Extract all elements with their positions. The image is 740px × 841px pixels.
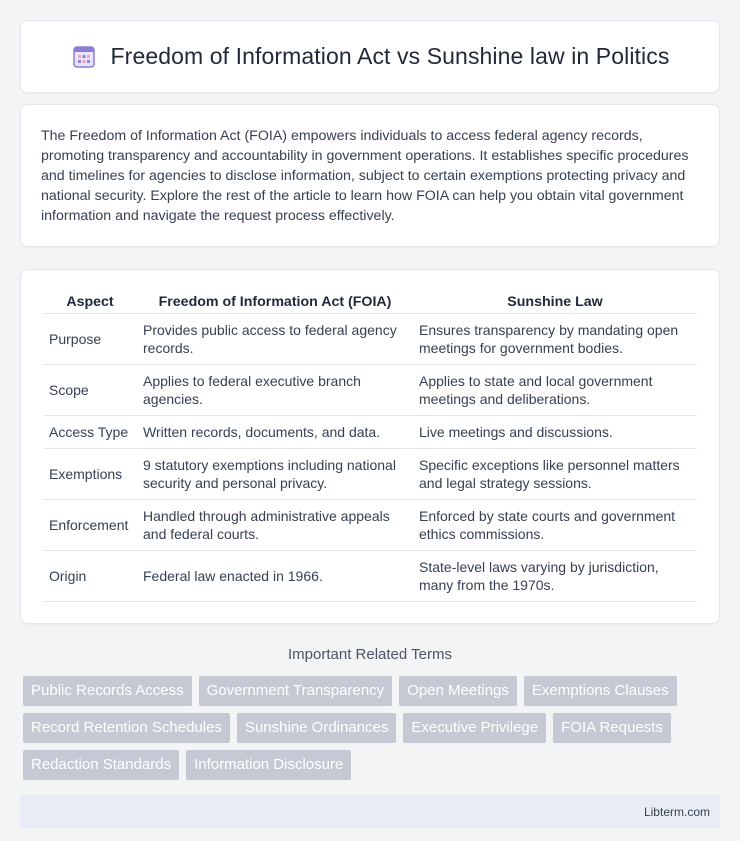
cell-sunshine: State-level laws varying by jurisdiction, many from the 1970s. [413, 551, 697, 602]
cell-foia: Handled through administrative appeals and federal courts. [137, 500, 413, 551]
header-foia: Freedom of Information Act (FOIA) [137, 290, 413, 314]
cell-sunshine: Ensures transparency by mandating open meetings for government bodies. [413, 314, 697, 365]
table-row [43, 551, 697, 602]
document-icon [71, 44, 97, 70]
table-row [43, 416, 697, 449]
cell-foia: Federal law enacted in 1966. [137, 551, 413, 602]
cell-foia: Applies to federal executive branch agencies. [137, 365, 413, 416]
cell-aspect: Enforcement [43, 500, 137, 551]
tag-information-disclosure[interactable]: Information Disclosure [186, 750, 351, 780]
cell-aspect: Origin [43, 551, 137, 602]
cell-aspect: Access Type [43, 416, 137, 449]
cell-foia: 9 statutory exemptions including national security and personal privacy. [137, 449, 413, 500]
comparison-table [43, 290, 697, 602]
tag-executive-privilege[interactable]: Executive Privilege [403, 713, 546, 743]
cell-aspect: Exemptions [43, 449, 137, 500]
table-row [43, 449, 697, 500]
cell-sunshine: Specific exceptions like personnel matters and legal strategy sessions. [413, 449, 697, 500]
tag-foia-requests[interactable]: FOIA Requests [553, 713, 671, 743]
tag-redaction-standards[interactable]: Redaction Standards [23, 750, 179, 780]
intro-paragraph: The Freedom of Information Act (FOIA) empowers individuals to access federal agency records, promoting transparency and accountability in government operations. It establishes specific procedures and timelines for agencies to disclose information, subject to certain exemptions protecting privacy and national security. Explore the rest of the article to learn how FOIA can help you obtain vital government information and navigate the request process effectively. [41, 128, 689, 224]
tag-sunshine-ordinances[interactable]: Sunshine Ordinances [237, 713, 396, 743]
cell-aspect: Purpose [43, 314, 137, 365]
tag-record-retention-schedules[interactable]: Record Retention Schedules [23, 713, 230, 743]
comparison-card [20, 269, 720, 624]
cell-foia: Provides public access to federal agency records. [137, 314, 413, 365]
header-sunshine: Sunshine Law [413, 290, 697, 314]
cell-sunshine: Live meetings and discussions. [413, 416, 697, 449]
table-row [43, 314, 697, 365]
cell-sunshine: Applies to state and local government meetings and deliberations. [413, 365, 697, 416]
page-title: Freedom of Information Act vs Sunshine law in Politics [110, 43, 670, 69]
tag-exemptions-clauses[interactable]: Exemptions Clauses [524, 676, 677, 706]
table-row [43, 500, 697, 551]
table-header-row [43, 290, 697, 314]
tag-public-records-access[interactable]: Public Records Access [23, 676, 192, 706]
title-card [20, 20, 720, 93]
tag-open-meetings[interactable]: Open Meetings [399, 676, 517, 706]
cell-foia: Written records, documents, and data. [137, 416, 413, 449]
related-terms-title: Important Related Terms [288, 646, 452, 663]
cell-sunshine: Enforced by state courts and government ethics commissions. [413, 500, 697, 551]
header-aspect: Aspect [43, 290, 137, 314]
table-row [43, 365, 697, 416]
related-terms-list [20, 676, 720, 780]
cell-aspect: Scope [43, 365, 137, 416]
footer [20, 795, 720, 828]
tag-government-transparency[interactable]: Government Transparency [199, 676, 393, 706]
intro-card [20, 104, 720, 247]
footer-site-link[interactable]: Libterm.com [643, 804, 710, 819]
